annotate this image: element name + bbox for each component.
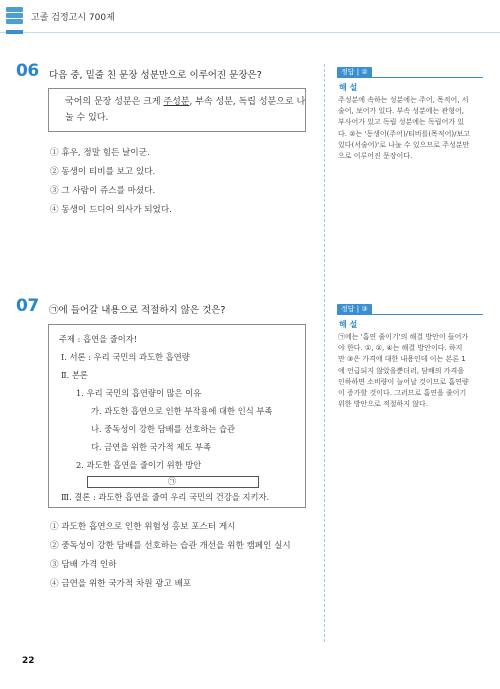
explanation-06-line: 주성분에 속하는 성분에는 주어, 목적어, 서 bbox=[338, 96, 469, 104]
page-number: 22 bbox=[22, 656, 35, 666]
explanation-07 bbox=[338, 332, 486, 410]
passage-box-06 bbox=[48, 88, 306, 132]
option-07-4[interactable]: ④ 금연을 위한 국가적 차원 광고 배포 bbox=[50, 579, 192, 589]
answer-tag-07: 정답 | ③ bbox=[337, 304, 372, 315]
question-number-07: 07 bbox=[16, 296, 39, 316]
explanation-07-line: 인하하면 소비량이 늘어날 것이므로 흡연량 bbox=[338, 377, 469, 386]
option-06-4[interactable]: ④ 동생이 드디어 의사가 되었다. bbox=[50, 205, 172, 215]
answer-rule-07 bbox=[337, 314, 483, 315]
explanation-heading-07: 해 설 bbox=[339, 320, 358, 329]
blank-box bbox=[87, 476, 259, 488]
option-06-1[interactable]: ① 휴우, 정말 힘든 날이군. bbox=[50, 148, 150, 158]
blank-mark: ㉠ bbox=[168, 477, 176, 486]
explanation-07-line: ㉠에는 '흡연 줄이기'의 해결 방안이 들어가 bbox=[338, 333, 469, 341]
explanation-heading-06: 해 설 bbox=[339, 83, 358, 92]
outline-topic: 주제 : 흡연을 줄이자! bbox=[59, 334, 138, 344]
explanation-06 bbox=[338, 95, 486, 162]
answer-header-06 bbox=[337, 67, 485, 77]
outline-item-1c: 다. 금연을 위한 국가적 제도 부족 bbox=[91, 442, 212, 452]
explanation-07-line: 에 언급되지 않았을뿐더러, 담배의 가격을 bbox=[338, 366, 465, 375]
explanation-07-line: 위한 방안으로 적절하지 않다. bbox=[338, 400, 429, 409]
question-text-06: 다음 중, 밑줄 친 문장 성분만으로 이루어진 문장은? bbox=[49, 70, 262, 81]
header-accent-bar bbox=[6, 30, 23, 34]
outline-item-1b: 나. 중독성이 강한 담배를 선호하는 습관 bbox=[91, 424, 236, 434]
option-07-3[interactable]: ③ 담배 가격 인하 bbox=[50, 560, 117, 570]
explanation-07-line: 야 한다. ①, ②, ④는 해결 방안이다. 하지 bbox=[338, 344, 463, 353]
passage-post: , 부속 성분, 독립 성분으로 나 bbox=[189, 97, 306, 107]
outline-box-07 bbox=[48, 324, 306, 508]
explanation-06-line: 부사어가 있고 독립 성분에는 독립어가 있 bbox=[338, 118, 465, 127]
question-text-07: ㉠에 들어갈 내용으로 적절하지 않은 것은? bbox=[49, 305, 226, 316]
answer-header-07 bbox=[337, 304, 485, 314]
outline-intro: Ⅰ. 서론 : 우리 국민의 과도한 흡연량 bbox=[61, 352, 190, 362]
passage-underlined: 주성분 bbox=[163, 97, 190, 107]
passage-06 bbox=[65, 94, 305, 126]
explanation-06-line: 다. ②는 '동생이(주어)/티비를(목적어)/보고 bbox=[338, 129, 470, 138]
book-title: 고졸 검정고시 700제 bbox=[31, 13, 115, 23]
outline-body: Ⅱ. 본론 bbox=[61, 370, 88, 380]
passage-pre: 국어의 문장 성분은 크게 bbox=[65, 97, 164, 107]
outline-conclusion: Ⅲ. 결론 : 과도한 흡연을 줄여 우리 국민의 건강을 지키자. bbox=[61, 492, 270, 502]
explanation-06-line: 술어, 보어가 있다. 부속 성분에는 관형어, bbox=[338, 107, 464, 116]
header-divider bbox=[0, 32, 500, 33]
books-icon bbox=[6, 7, 23, 29]
answer-rule-06 bbox=[337, 77, 483, 78]
column-divider bbox=[324, 64, 325, 642]
page-header bbox=[0, 0, 500, 34]
answer-tag-06: 정답 | ② bbox=[337, 67, 372, 78]
option-06-3[interactable]: ③ 그 사람이 쥬스를 마셨다. bbox=[50, 186, 156, 196]
outline-item-1: 1. 우리 국민의 흡연량이 많은 이유 bbox=[76, 388, 202, 398]
outline-item-1a: 가. 과도한 흡연으로 인한 부작용에 대한 인식 부족 bbox=[91, 406, 273, 416]
option-06-2[interactable]: ② 동생이 티비를 보고 있다. bbox=[50, 167, 156, 177]
outline-item-2: 2. 과도한 흡연을 줄이기 위한 방안 bbox=[76, 460, 202, 470]
question-number-06: 06 bbox=[16, 61, 39, 81]
option-07-2[interactable]: ② 중독성이 강한 담배를 선호하는 습관 개선을 위한 캠페인 실시 bbox=[50, 541, 291, 551]
option-07-1[interactable]: ① 과도한 흡연으로 인한 위험성 홍보 포스터 게시 bbox=[50, 522, 236, 532]
explanation-07-line: 만 ③은 가격에 대한 내용인데 이는 본론 1 bbox=[338, 355, 466, 364]
explanation-06-line: 으로 이루어진 문장이다. bbox=[338, 152, 413, 161]
explanation-06-line: 있다(서술어)'로 나눌 수 있으므로 주성분만 bbox=[338, 140, 470, 149]
explanation-07-line: 이 증가할 것이다. 그러므로 흡연을 줄이기 bbox=[338, 389, 467, 398]
passage-line2: 눌 수 있다. bbox=[65, 113, 109, 123]
